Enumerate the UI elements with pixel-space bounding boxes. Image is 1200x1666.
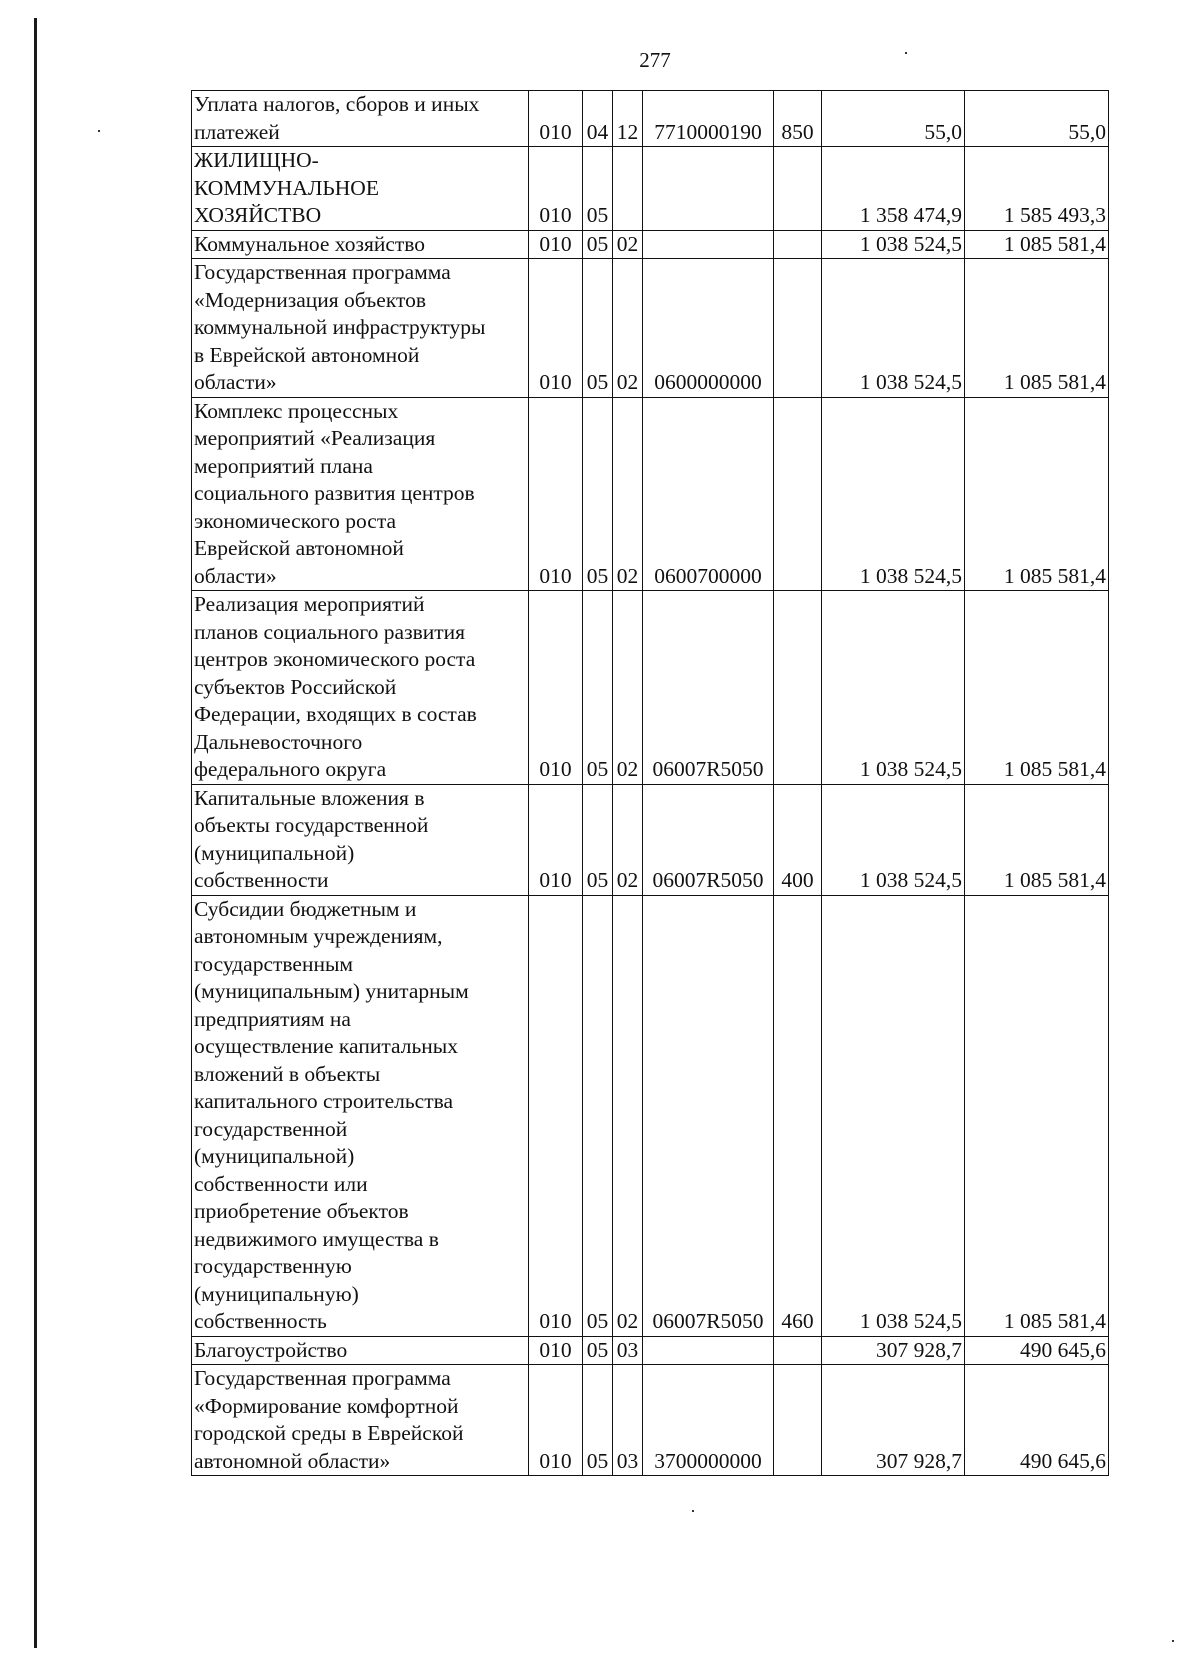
cell-csr: 0600700000 bbox=[643, 397, 774, 591]
cell-amount-1: 1 038 524,5 bbox=[822, 591, 965, 785]
cell-amount-2: 1 085 581,4 bbox=[965, 397, 1109, 591]
row-name: Коммунальное хозяйство bbox=[192, 230, 529, 259]
scan-speck bbox=[905, 52, 907, 54]
page-number: 277 bbox=[639, 48, 671, 72]
cell-pr: 02 bbox=[613, 397, 643, 591]
cell-ved: 010 bbox=[529, 230, 583, 259]
row-name: Благоустройство bbox=[192, 1336, 529, 1365]
table-row bbox=[192, 895, 1109, 1336]
table-row bbox=[192, 1365, 1109, 1476]
cell-vr bbox=[774, 259, 822, 398]
cell-rz: 05 bbox=[583, 230, 613, 259]
cell-csr: 3700000000 bbox=[643, 1365, 774, 1476]
cell-amount-1: 1 038 524,5 bbox=[822, 895, 965, 1336]
row-name: Реализация мероприятий планов социального развития центров экономического роста субъектов Российской Федерации, входящих в состав Дальневосточного федерального округа bbox=[192, 591, 529, 785]
cell-rz: 05 bbox=[583, 1365, 613, 1476]
cell-vr bbox=[774, 230, 822, 259]
cell-csr: 7710000190 bbox=[643, 91, 774, 147]
cell-amount-2: 1 085 581,4 bbox=[965, 895, 1109, 1336]
cell-ved: 010 bbox=[529, 91, 583, 147]
cell-pr: 02 bbox=[613, 230, 643, 259]
cell-rz: 05 bbox=[583, 259, 613, 398]
cell-vr bbox=[774, 147, 822, 231]
cell-pr: 03 bbox=[613, 1336, 643, 1365]
budget-table bbox=[191, 90, 1109, 1476]
cell-csr: 06007R5050 bbox=[643, 895, 774, 1336]
cell-ved: 010 bbox=[529, 1336, 583, 1365]
cell-rz: 05 bbox=[583, 591, 613, 785]
cell-ved: 010 bbox=[529, 397, 583, 591]
cell-csr bbox=[643, 230, 774, 259]
cell-amount-2: 1 085 581,4 bbox=[965, 230, 1109, 259]
cell-pr: 03 bbox=[613, 1365, 643, 1476]
cell-vr: 400 bbox=[774, 784, 822, 895]
table-row bbox=[192, 1336, 1109, 1365]
cell-amount-2: 55,0 bbox=[965, 91, 1109, 147]
cell-csr: 06007R5050 bbox=[643, 591, 774, 785]
cell-ved: 010 bbox=[529, 895, 583, 1336]
table-row bbox=[192, 259, 1109, 398]
scan-edge-line bbox=[34, 18, 37, 1648]
cell-vr: 460 bbox=[774, 895, 822, 1336]
scan-speck bbox=[98, 130, 100, 132]
row-name: Субсидии бюджетным и автономным учреждениям, государственным (муниципальным) унитарным предприятиям на осуществление капитальных вложений в объекты капитального строительства государственной (муниципальной) собственности или приобретение объектов недвижимого имущества в государственную (муниципальную) собственность bbox=[192, 895, 529, 1336]
cell-ved: 010 bbox=[529, 259, 583, 398]
cell-vr: 850 bbox=[774, 91, 822, 147]
cell-pr: 02 bbox=[613, 591, 643, 785]
cell-rz: 05 bbox=[583, 1336, 613, 1365]
cell-amount-2: 490 645,6 bbox=[965, 1336, 1109, 1365]
cell-ved: 010 bbox=[529, 147, 583, 231]
row-name: Капитальные вложения в объекты государственной (муниципальной) собственности bbox=[192, 784, 529, 895]
cell-amount-2: 490 645,6 bbox=[965, 1365, 1109, 1476]
cell-vr bbox=[774, 591, 822, 785]
cell-amount-1: 1 038 524,5 bbox=[822, 259, 965, 398]
cell-amount-1: 1 358 474,9 bbox=[822, 147, 965, 231]
row-name: Государственная программа «Модернизация объектов коммунальной инфраструктуры в Еврейской автономной области» bbox=[192, 259, 529, 398]
cell-vr bbox=[774, 397, 822, 591]
scan-speck bbox=[1172, 1640, 1174, 1642]
cell-rz: 05 bbox=[583, 147, 613, 231]
cell-amount-1: 307 928,7 bbox=[822, 1365, 965, 1476]
cell-rz: 04 bbox=[583, 91, 613, 147]
table-row bbox=[192, 397, 1109, 591]
table-row bbox=[192, 147, 1109, 231]
cell-amount-1: 1 038 524,5 bbox=[822, 397, 965, 591]
table-body bbox=[192, 91, 1109, 1476]
cell-rz: 05 bbox=[583, 397, 613, 591]
table-row bbox=[192, 591, 1109, 785]
cell-amount-1: 1 038 524,5 bbox=[822, 230, 965, 259]
row-name: ЖИЛИЩНО- КОММУНАЛЬНОЕ ХОЗЯЙСТВО bbox=[192, 147, 529, 231]
row-name: Уплата налогов, сборов и иных платежей bbox=[192, 91, 529, 147]
cell-amount-1: 307 928,7 bbox=[822, 1336, 965, 1365]
cell-pr: 02 bbox=[613, 259, 643, 398]
cell-amount-1: 1 038 524,5 bbox=[822, 784, 965, 895]
cell-rz: 05 bbox=[583, 784, 613, 895]
cell-rz: 05 bbox=[583, 895, 613, 1336]
cell-csr: 0600000000 bbox=[643, 259, 774, 398]
table-row bbox=[192, 91, 1109, 147]
cell-csr bbox=[643, 1336, 774, 1365]
cell-pr: 02 bbox=[613, 895, 643, 1336]
cell-amount-2: 1 085 581,4 bbox=[965, 259, 1109, 398]
cell-amount-2: 1 585 493,3 bbox=[965, 147, 1109, 231]
cell-pr: 12 bbox=[613, 91, 643, 147]
cell-csr bbox=[643, 147, 774, 231]
cell-vr bbox=[774, 1365, 822, 1476]
row-name: Комплекс процессных мероприятий «Реализация мероприятий плана социального развития центров экономического роста Еврейской автономной области» bbox=[192, 397, 529, 591]
cell-ved: 010 bbox=[529, 1365, 583, 1476]
row-name: Государственная программа «Формирование комфортной городской среды в Еврейской автономной области» bbox=[192, 1365, 529, 1476]
cell-vr bbox=[774, 1336, 822, 1365]
cell-amount-1: 55,0 bbox=[822, 91, 965, 147]
cell-amount-2: 1 085 581,4 bbox=[965, 784, 1109, 895]
cell-pr bbox=[613, 147, 643, 231]
table-row bbox=[192, 230, 1109, 259]
table-row bbox=[192, 784, 1109, 895]
cell-ved: 010 bbox=[529, 784, 583, 895]
cell-amount-2: 1 085 581,4 bbox=[965, 591, 1109, 785]
cell-ved: 010 bbox=[529, 591, 583, 785]
cell-pr: 02 bbox=[613, 784, 643, 895]
cell-csr: 06007R5050 bbox=[643, 784, 774, 895]
scan-speck bbox=[692, 1510, 694, 1512]
